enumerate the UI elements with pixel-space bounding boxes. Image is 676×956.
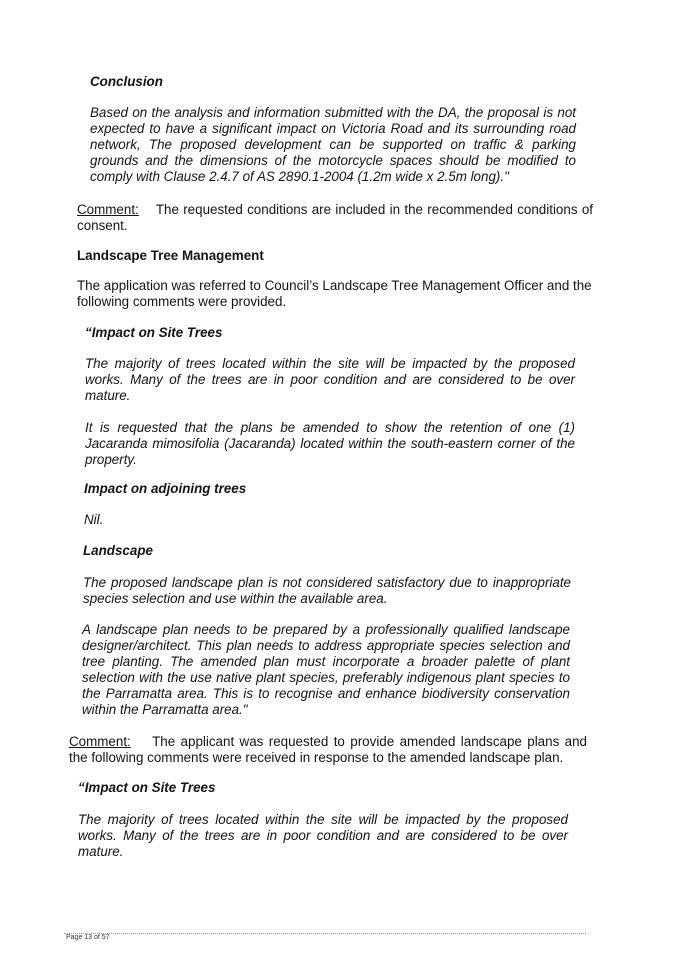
adjoining-trees-heading: Impact on adjoining trees bbox=[84, 481, 247, 496]
impact-site-trees-2-para-1: The majority of trees located within the site will be impacted by the proposed works. Many of the trees are in poor condition and are considered to be over mature. bbox=[78, 812, 568, 859]
comment-1 bbox=[77, 202, 593, 234]
footer-divider bbox=[64, 933, 586, 934]
comment-label: Comment: bbox=[69, 734, 131, 749]
impact-site-trees-heading-2: “Impact on Site Trees bbox=[78, 780, 216, 795]
comment-text: The requested conditions are included in the recommended conditions of consent. bbox=[77, 202, 594, 233]
landscape-tree-management-heading: Landscape Tree Management bbox=[77, 248, 264, 263]
comment-label: Comment: bbox=[77, 202, 139, 217]
impact-site-trees-para-2: It is requested that the plans be amended to show the retention of one (1) Jacaranda mimosifolia (Jacaranda) located within the south-eastern corner of the property. bbox=[85, 420, 575, 467]
landscape-para-2: A landscape plan needs to be prepared by a professionally qualified landscape designer/architect. This plan needs to address appropriate species selection and tree planting. The amended plan must incorporate a broader palette of plant selection with the use native plant species, preferably indigenous plant species to the Parramatta area. This is to recognise and enhance biodiversity conservation within the Parramatta area." bbox=[82, 622, 570, 717]
page-number: Page 13 of 57 bbox=[66, 934, 110, 941]
impact-site-trees-para-1: The majority of trees located within the site will be impacted by the proposed works. Many of the trees are in poor condition and are considered to be over mature. bbox=[85, 356, 575, 403]
comment-text: The applicant was requested to provide amended landscape plans and the following comments were received in response to the amended landscape plan. bbox=[69, 734, 587, 765]
conclusion-heading: Conclusion bbox=[90, 74, 163, 89]
impact-site-trees-heading: “Impact on Site Trees bbox=[85, 325, 223, 340]
comment-2 bbox=[69, 734, 587, 766]
landscape-heading: Landscape bbox=[83, 543, 153, 558]
landscape-para-1: The proposed landscape plan is not considered satisfactory due to inappropriate species selection and use within the available area. bbox=[83, 575, 571, 606]
adjoining-trees-text: Nil. bbox=[84, 512, 104, 527]
conclusion-body: Based on the analysis and information submitted with the DA, the proposal is not expected to have a significant impact on Victoria Road and its surrounding road network, The proposed development can be supported on traffic & parking grounds and the dimensions of the motorcycle spaces should be modified to comply with Clause 2.4.7 of AS 2890.1-2004 (1.2m wide x 2.5m long)." bbox=[90, 105, 576, 184]
landscape-tree-management-intro: The application was referred to Council’s Landscape Tree Management Officer and the following comments were provided. bbox=[77, 278, 592, 309]
